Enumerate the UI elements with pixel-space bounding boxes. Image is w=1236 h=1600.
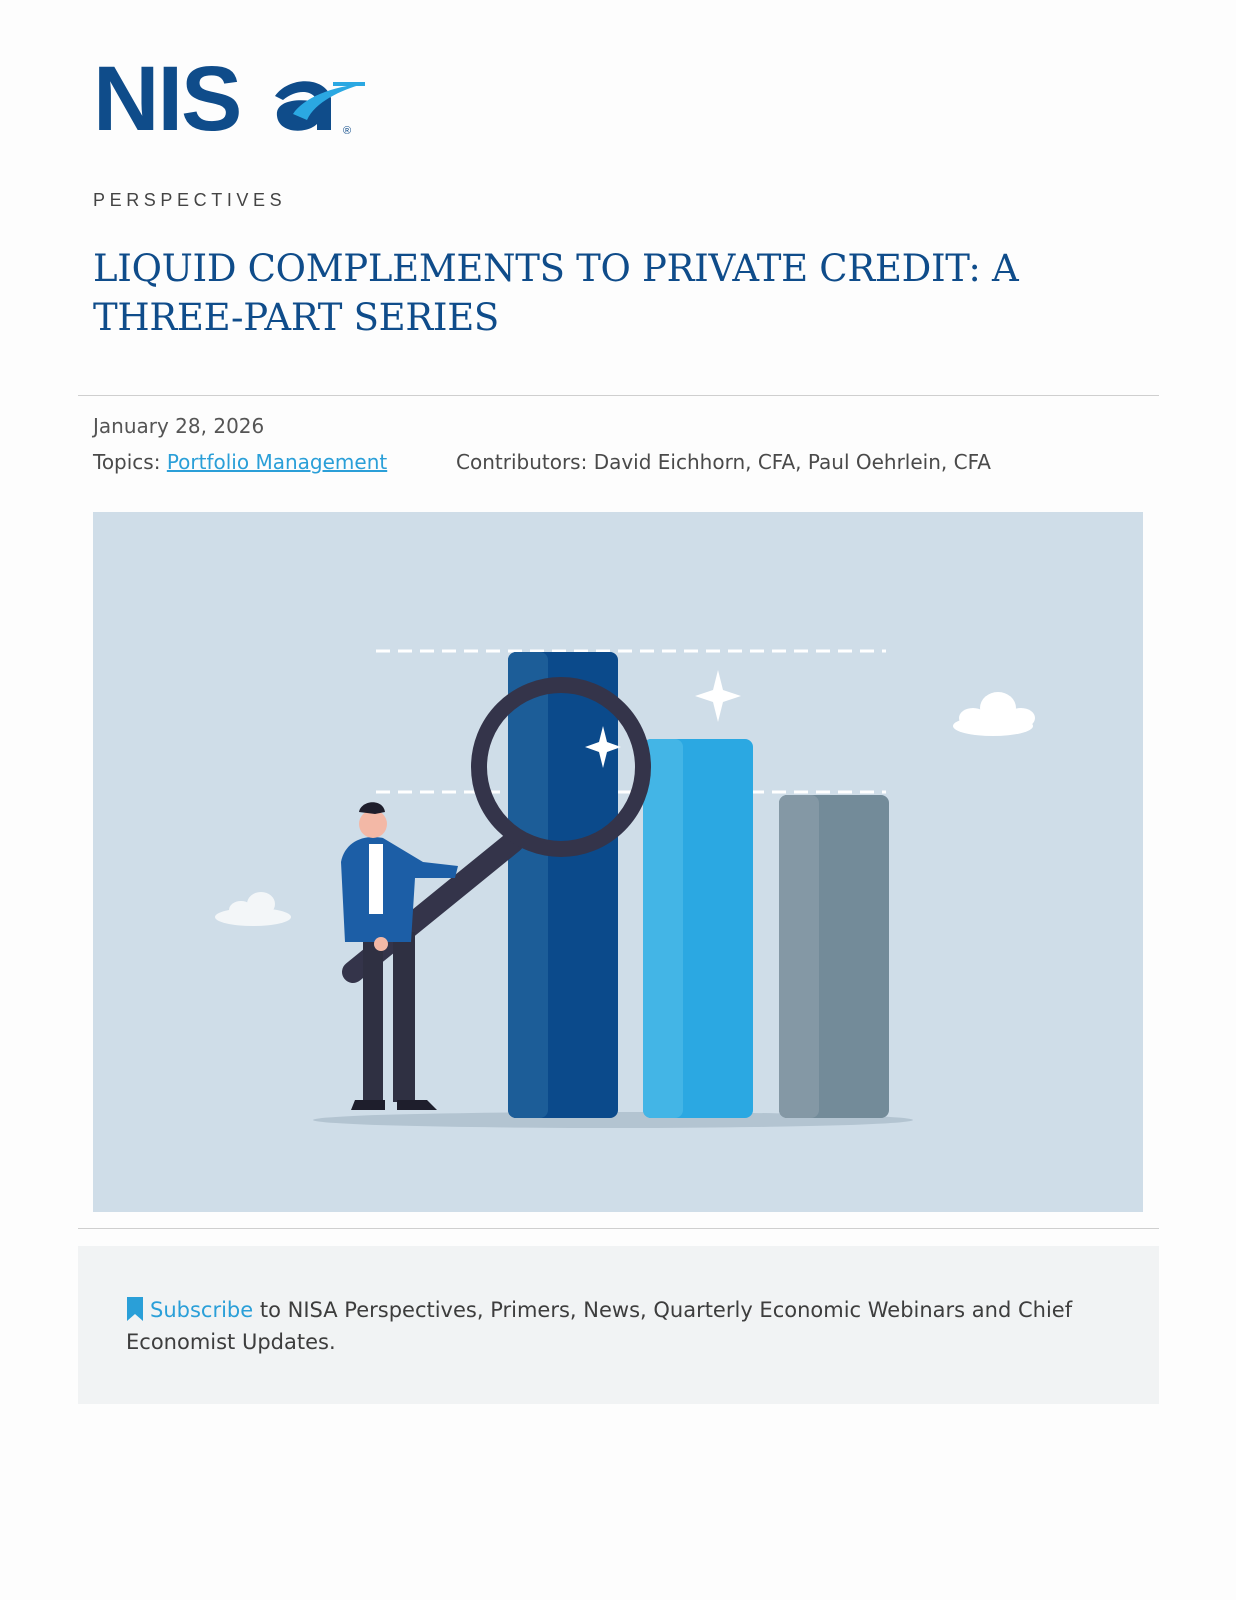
subscribe-description: to NISA Perspectives, Primers, News, Quarterly Economic Webinars and Chief Economist Updates. [126, 1298, 1073, 1354]
article-date: January 28, 2026 [93, 414, 265, 438]
nisa-logo-mark [93, 58, 383, 138]
subscribe-callout [78, 1246, 1159, 1404]
hero-illustration [93, 512, 1143, 1212]
subscribe-text [126, 1294, 1086, 1358]
contributors-row [456, 450, 991, 474]
section-kicker: PERSPECTIVES [93, 190, 287, 210]
bookmark-icon [126, 1297, 144, 1321]
divider-top [78, 395, 1159, 396]
article-title: LIQUID COMPLEMENTS TO PRIVATE CREDIT: A THREE-PART SERIES [93, 247, 1019, 339]
svg-text:®: ® [343, 125, 352, 137]
topics-label: Topics: [93, 450, 161, 474]
subscribe-link[interactable]: Subscribe [150, 1298, 254, 1322]
svg-text:NIS: NIS [93, 58, 241, 138]
topic-link-portfolio-management[interactable]: Portfolio Management [166, 450, 388, 474]
contributors-names: David Eichhorn, CFA, Paul Oehrlein, CFA [593, 450, 991, 474]
bar-chart-magnifier-illustration [93, 512, 1143, 1212]
topics-row [93, 450, 387, 474]
contributors-label: Contributors: [456, 450, 588, 474]
nisa-logo[interactable] [93, 58, 373, 138]
divider-bottom [78, 1228, 1159, 1229]
